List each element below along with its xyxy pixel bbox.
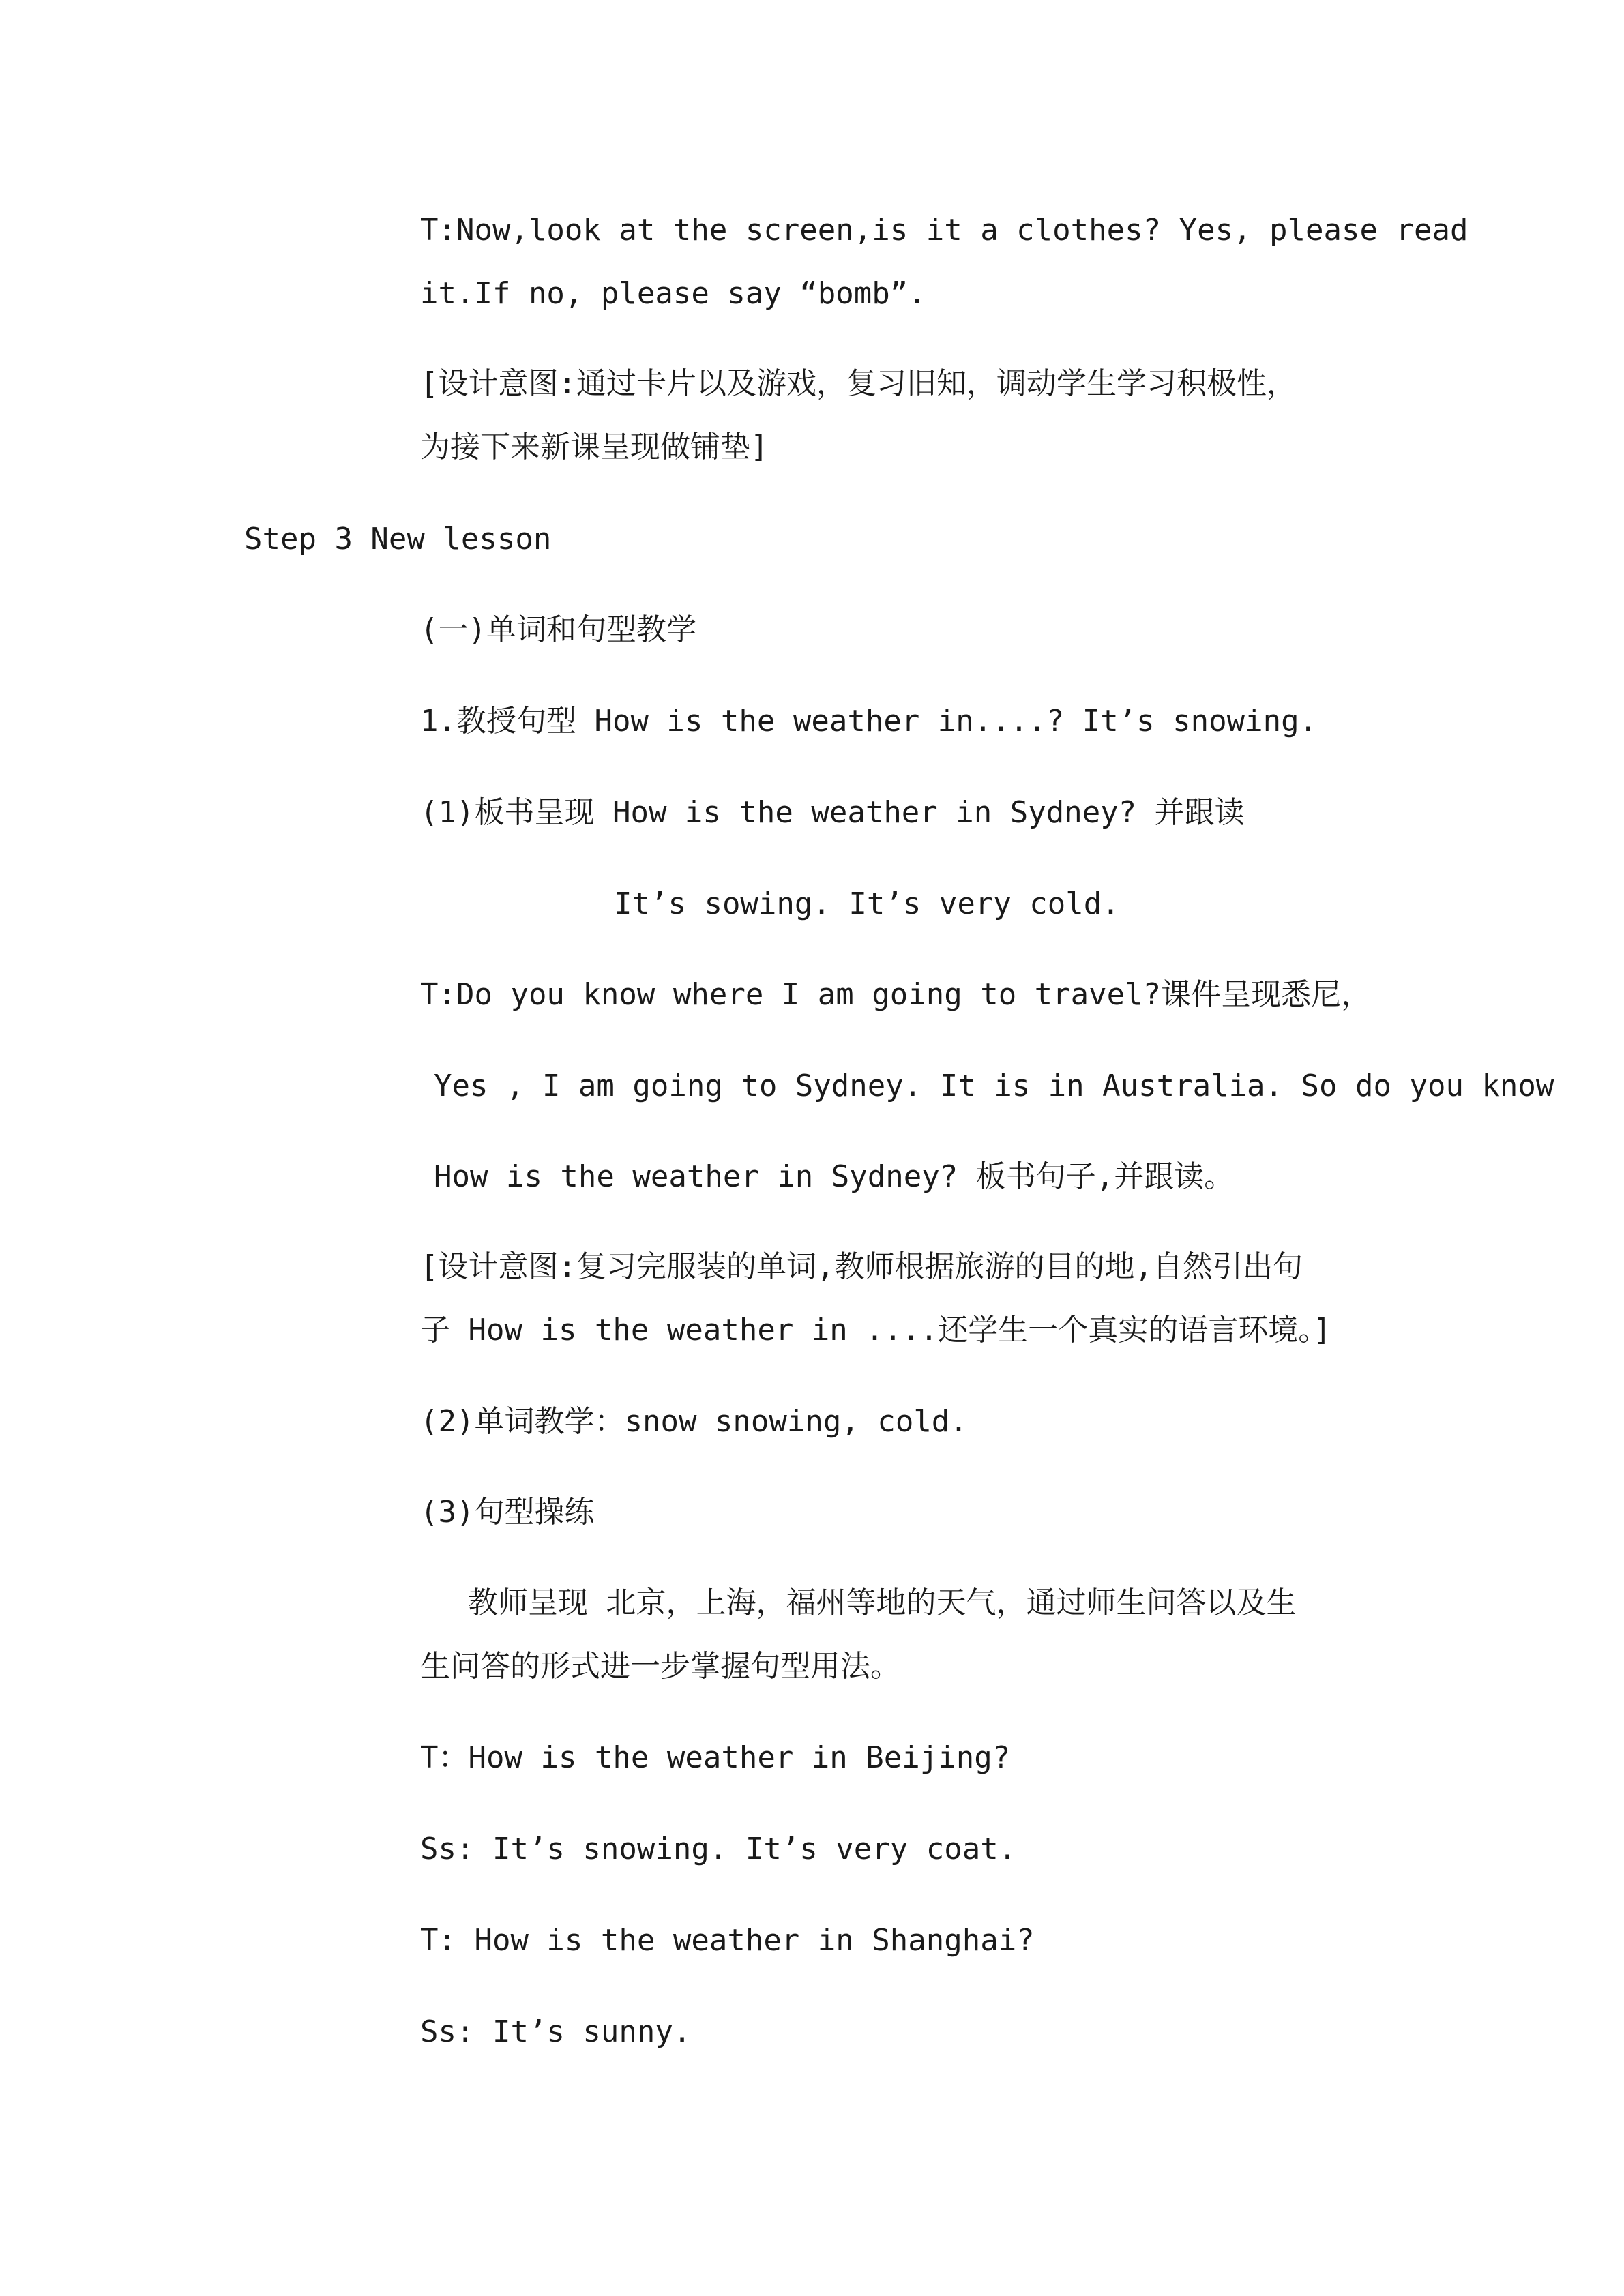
design-intent-note: 子 How is the weather in ....还学生一个真实的语言环境。] — [420, 1313, 1331, 1347]
text-line: (3)句型操练 — [420, 1495, 595, 1530]
text-line: T:Do you know where I am going to travel?课件呈现悉尼， — [420, 977, 1372, 1012]
text-line: It’s sowing. It’s very cold. — [614, 886, 1120, 921]
text-line: How is the weather in Sydney? 板书句子,并跟读。 — [434, 1159, 1235, 1194]
text-line: (1)板书呈现 How is the weather in Sydney? 并跟读 — [420, 795, 1245, 830]
dialogue-line: T: How is the weather in Shanghai? — [420, 1923, 1035, 1958]
text-line: 1.教授句型 How is the weather in....? It’s snowing. — [420, 704, 1318, 739]
text-line: (2)单词教学：snow snowing, cold. — [420, 1404, 968, 1439]
text-line: 生问答的形式进一步掌握句型用法。 — [420, 1649, 900, 1684]
text-line: T:Now,look at the screen,is it a clothes? Yes, please read — [420, 213, 1468, 248]
text-line: Yes , I am going to Sydney. It is in Australia. So do you know — [434, 1069, 1554, 1103]
dialogue-line: Ss: It’s sunny. — [420, 2014, 692, 2049]
subsection-heading: (一)单词和句型教学 — [420, 612, 696, 647]
dialogue-line: Ss: It’s snowing. It’s very coat. — [420, 1832, 1017, 1866]
design-intent-note: [设计意图:复习完服装的单词,教师根据旅游的目的地,自然引出句 — [420, 1249, 1303, 1284]
design-intent-note: [设计意图:通过卡片以及游戏，复习旧知，调动学生学习积极性， — [420, 366, 1297, 401]
section-heading: Step 3 New lesson — [244, 522, 552, 556]
design-intent-note: 为接下来新课呈现做铺垫] — [420, 430, 769, 464]
text-line: 教师呈现 北京，上海，福州等地的天气，通过师生问答以及生 — [468, 1585, 1297, 1620]
dialogue-line: T：How is the weather in Beijing? — [420, 1740, 1011, 1775]
text-line: it.If no, please say “bomb”. — [420, 276, 926, 311]
